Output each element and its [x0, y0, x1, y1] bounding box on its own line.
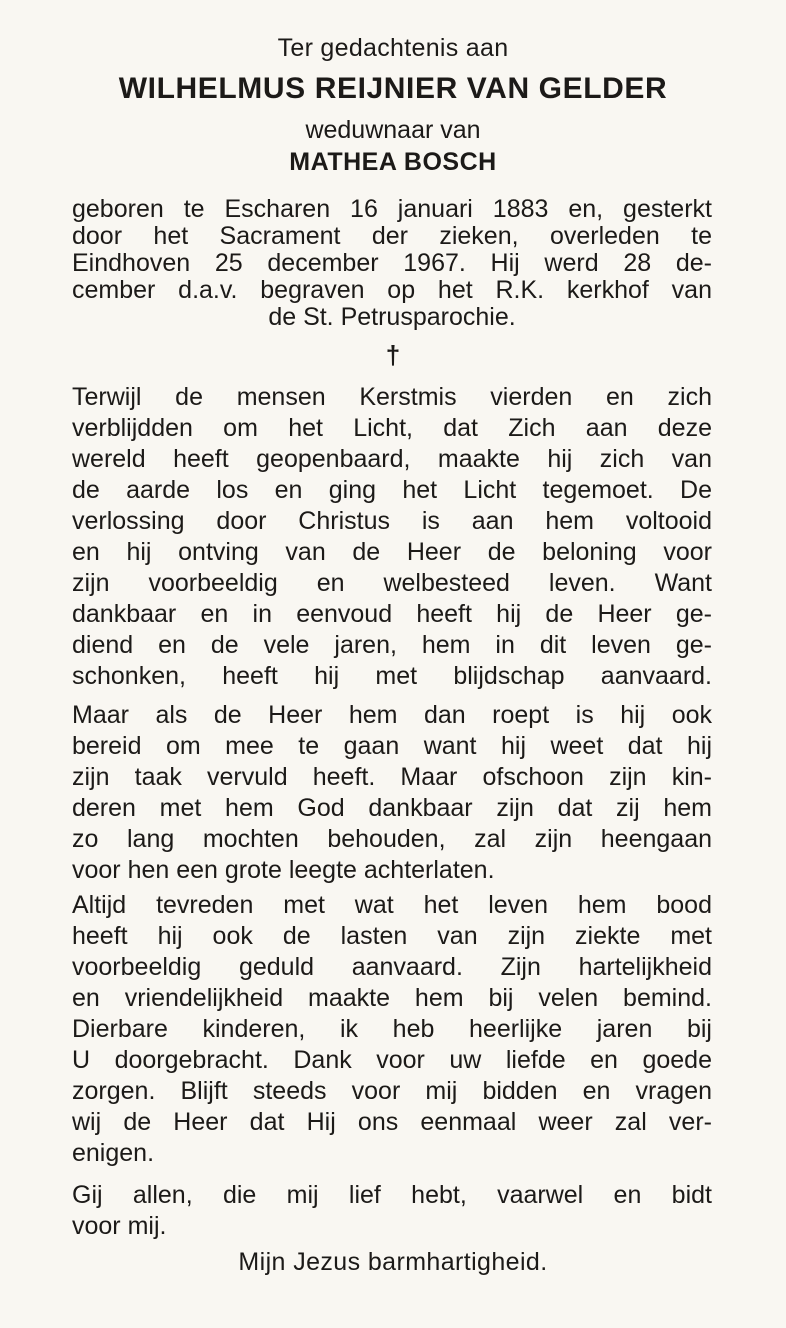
text-line: deren met hem God dankbaar zijn dat zij hem — [72, 794, 712, 822]
text-line: voor mij. — [72, 1212, 167, 1240]
text-line: dankbaar en in eenvoud heeft hij de Heer ge- — [72, 600, 712, 628]
birth-line: geboren te Escharen 16 januari 1883 en, gesterkt — [72, 196, 712, 223]
paragraph-goodbye — [72, 1180, 712, 1242]
paragraph-calling — [72, 700, 712, 886]
closing-prayer: Mijn Jezus barmhartigheid. — [238, 1248, 548, 1276]
text-line: wereld heeft geopenbaard, maakte hij zich van — [72, 445, 712, 473]
birth-line: cember d.a.v. begraven op het R.K. kerkhof van — [72, 277, 712, 304]
text-line: verblijdden om het Licht, dat Zich aan deze — [72, 414, 712, 442]
text-line: zijn voorbeeldig en welbesteed leven. Want — [72, 569, 712, 597]
text-line: voorbeeldig geduld aanvaard. Zijn hartelijkheid — [72, 953, 712, 981]
text-line: U doorgebracht. Dank voor uw liefde en goede — [72, 1046, 712, 1074]
text-line: zijn taak vervuld heeft. Maar ofschoon zijn kin- — [72, 763, 712, 791]
text-line: Maar als de Heer hem dan roept is hij ook — [72, 701, 712, 729]
paragraph-farewell — [72, 890, 712, 1169]
text-line: voor hen een grote leegte achterlaten. — [72, 856, 495, 884]
text-line: de aarde los en ging het Licht tegemoet. De — [72, 476, 712, 504]
text-line: diend en de vele jaren, hem in dit leven ge- — [72, 631, 712, 659]
text-line: en hij ontving van de Heer de beloning voor — [72, 538, 712, 566]
text-line: Terwijl de mensen Kerstmis vierden en zich — [72, 383, 712, 411]
text-line: Gij allen, die mij lief hebt, vaarwel en bidt — [72, 1181, 712, 1209]
text-line: Dierbare kinderen, ik heb heerlijke jaren bij — [72, 1015, 712, 1043]
text-line: schonken, heeft hij met blijdschap aanvaard. — [72, 662, 712, 690]
text-line: bereid om mee te gaan want hij weet dat hij — [72, 732, 712, 760]
birth-line: door het Sacrament der zieken, overleden te — [72, 223, 712, 250]
birth-death-details — [72, 196, 712, 331]
text-line: zo lang mochten behouden, zal zijn heengaan — [72, 825, 712, 853]
paragraph-christmas — [72, 382, 712, 692]
text-line: heeft hij ook de lasten van zijn ziekte met — [72, 922, 712, 950]
intro-text: Ter gedachtenis aan — [277, 34, 509, 62]
text-line: zorgen. Blijft steeds voor mij bidden en vragen — [72, 1077, 712, 1105]
cross-icon: † — [385, 340, 401, 370]
text-line: enigen. — [72, 1139, 155, 1167]
text-line: wij de Heer dat Hij ons eenmaal weer zal ver- — [72, 1108, 712, 1136]
birth-line: Eindhoven 25 december 1967. Hij werd 28 de- — [72, 250, 712, 277]
spouse-name: MATHEA BOSCH — [289, 148, 497, 176]
text-line: Altijd tevreden met wat het leven hem bood — [72, 891, 712, 919]
text-line: verlossing door Christus is aan hem voltooid — [72, 507, 712, 535]
text-line: en vriendelijkheid maakte hem bij velen bemind. — [72, 984, 712, 1012]
deceased-name: WILHELMUS REIJNIER VAN GELDER — [118, 72, 668, 105]
widow-label: weduwnaar van — [305, 116, 481, 144]
birth-line: de St. Petrusparochie. — [268, 304, 516, 331]
